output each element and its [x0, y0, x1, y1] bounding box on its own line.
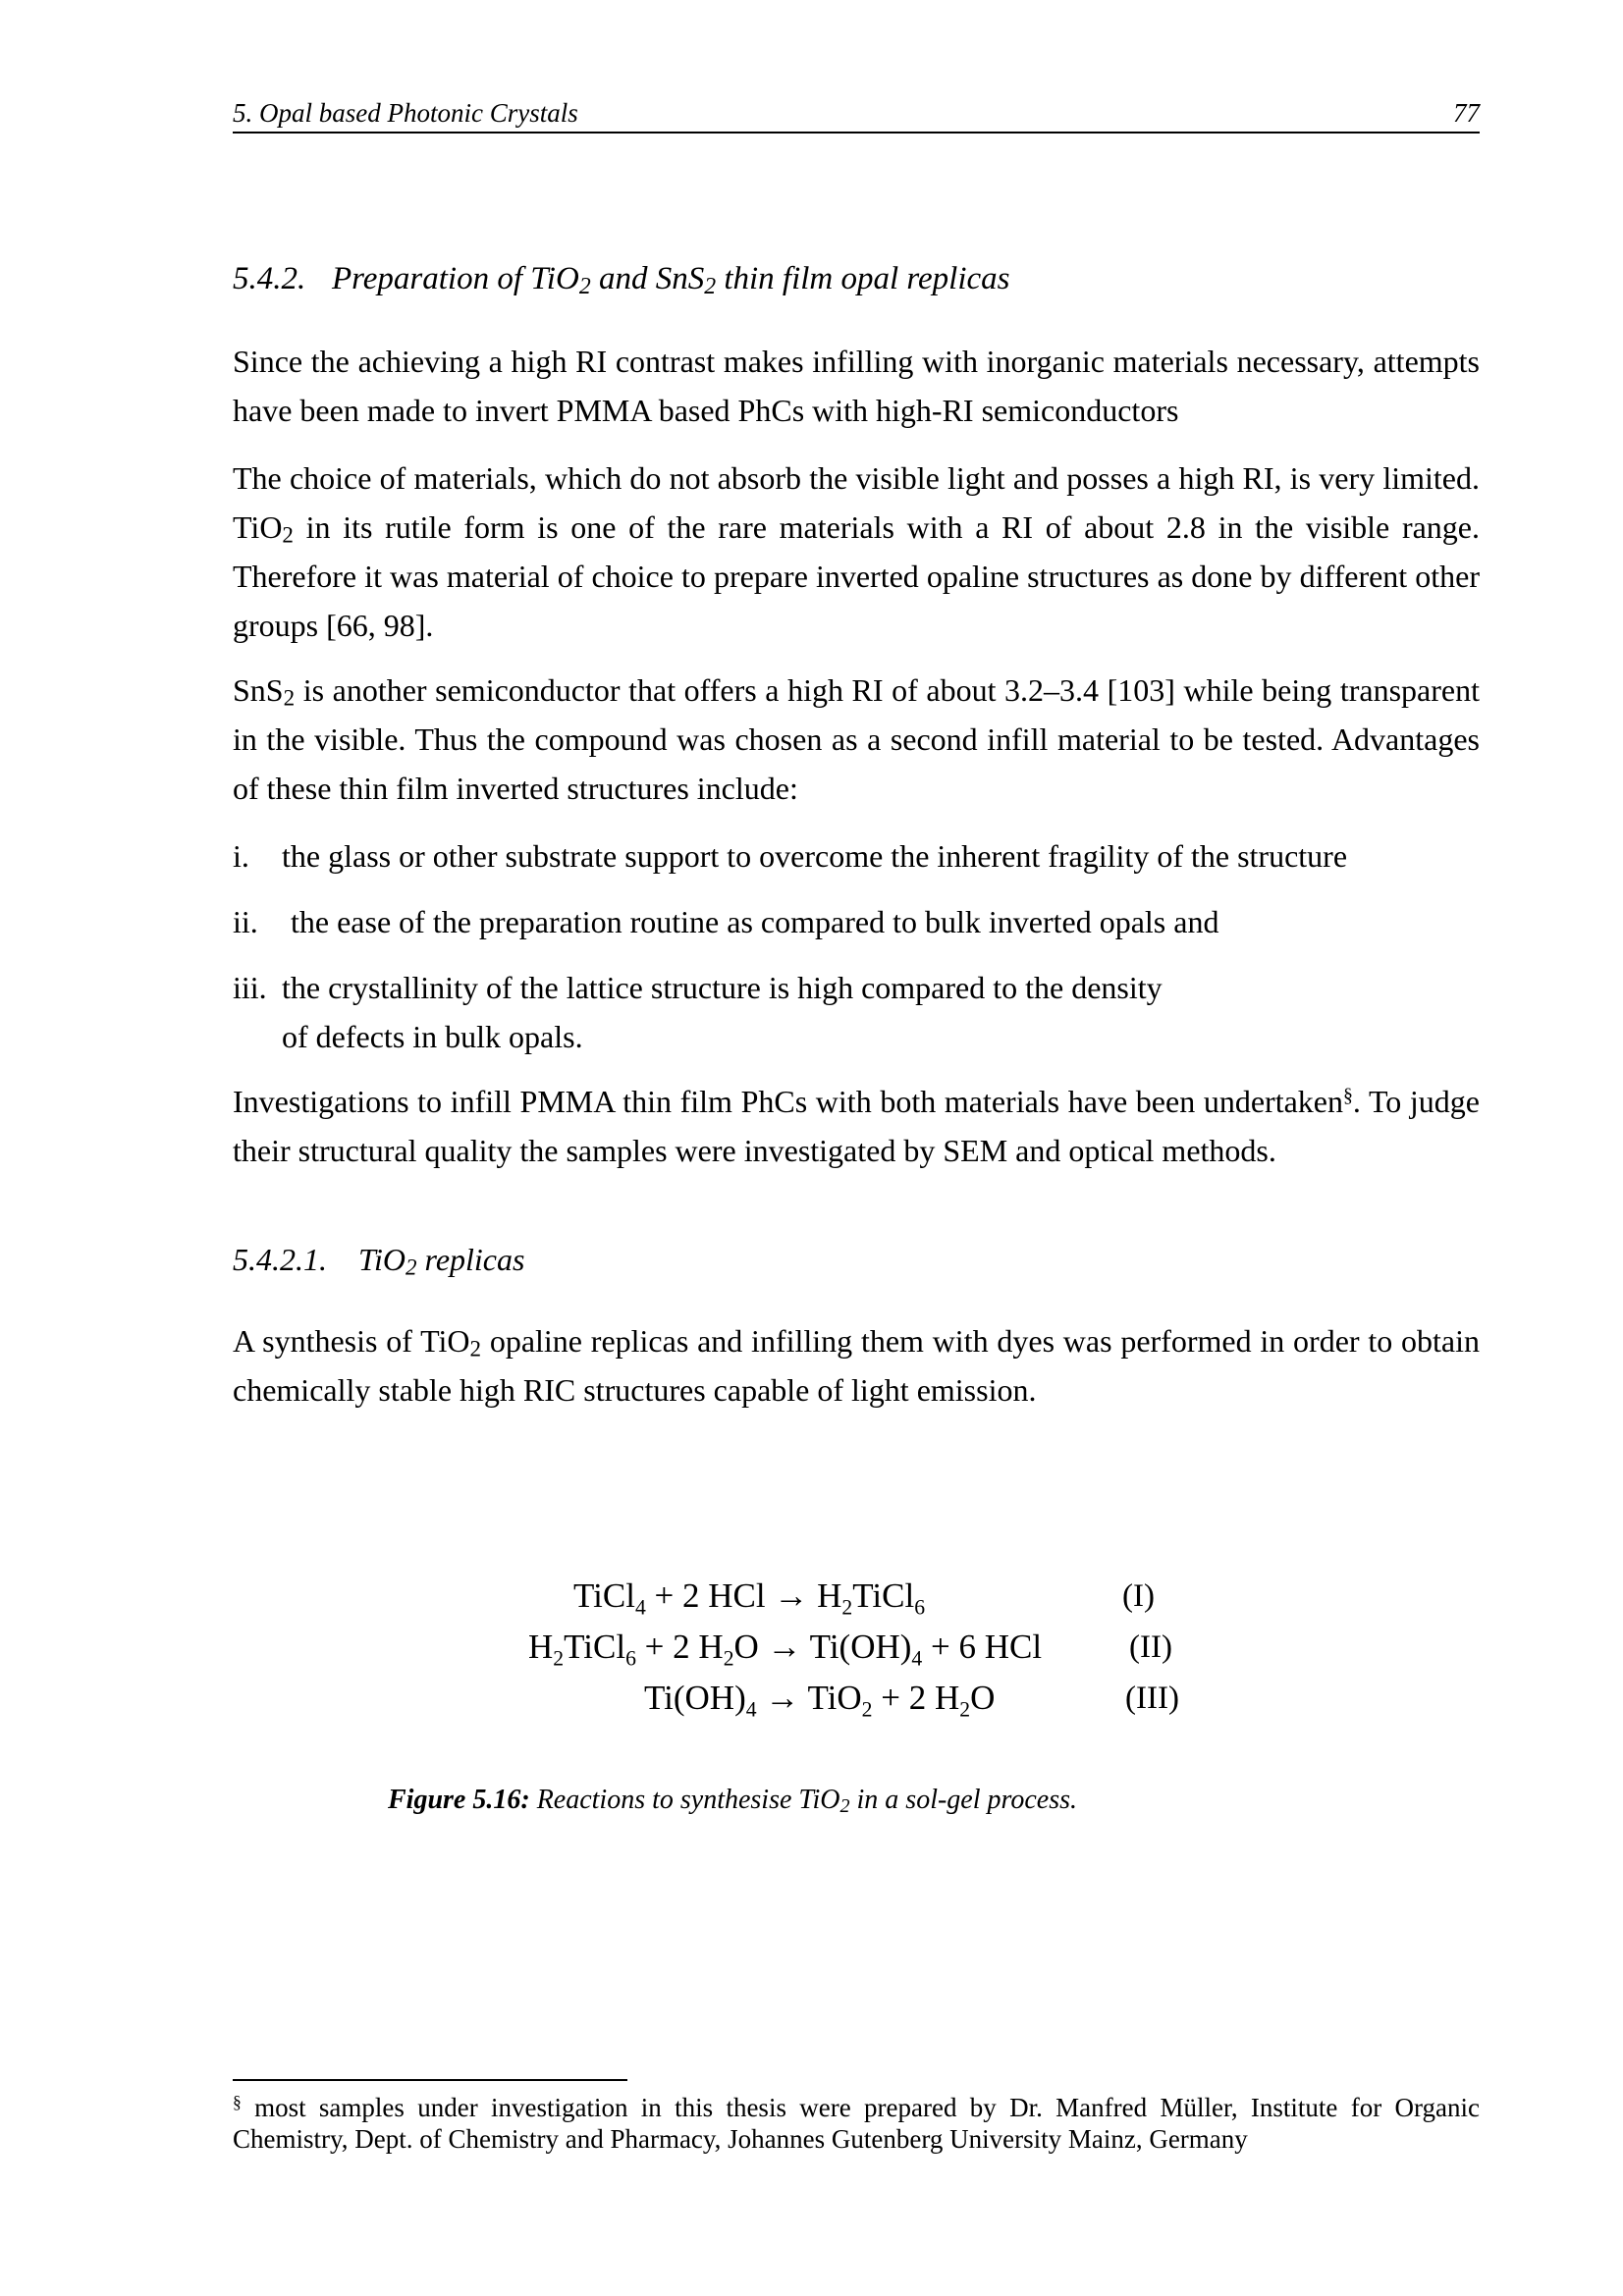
section-number: 5.4.2. [233, 261, 306, 296]
section-heading-5-4-2 [233, 259, 1480, 298]
section-title: Preparation of TiO$_2$ and SnS$_2$ thin film opal replicas [332, 261, 1010, 299]
footnote-ref: § [1343, 1085, 1353, 1107]
paragraph-4: Investigations to infill PMMA thin film PhCs with both materials have been undertaken§. To judge their structural quality the samples were investigated by SEM and optical methods. [233, 1084, 1481, 1168]
paragraph-3: SnS$_2$ is another semiconductor that offers a high RI of about 3.2–3.4 [103] while being transparent in the visible. Thus the compound was chosen as a second infill material to be tested. Advantages of these thin film inverted structures include: [233, 672, 1480, 806]
figure-label: Figure 5.16: [388, 1785, 530, 1815]
paragraph-1: Since the achieving a high RI contrast makes infilling with inorganic materials necessary, attempts have been made to invert PMMA based PhCs with high-RI semiconductors [233, 344, 1480, 428]
running-header [233, 94, 1480, 133]
equation-3: $Ti(OH)_4 \to TiO_2 + 2$ $H_2O$ [644, 1679, 996, 1722]
list-text: the ease of the preparation routine as compared to bulk inverted opals and [291, 904, 1219, 939]
equation-1: TiCl$_4$ + 2 HCl → $H_2TiCl_6$ [573, 1576, 926, 1620]
list-marker: iii. [233, 970, 267, 1005]
footnote-mark: § [233, 2092, 242, 2112]
equation-label: (I) [1122, 1578, 1155, 1614]
equation-2: $H_2TiCl_6 + 2$ $H_2O \to Ti(OH)_4 + 6$ HCl [528, 1628, 1043, 1671]
list-text: the glass or other substrate support to overcome the inherent fragility of the structure [282, 838, 1348, 874]
paragraph-5: A synthesis of TiO$_2$ opaline replicas and infilling them with dyes was performed in order to obtain chemically stable high RIC structures capable of light emission. [233, 1323, 1481, 1408]
running-title: 5. Opal based Photonic Crystals [233, 98, 578, 128]
section-number: 5.4.2.1. [233, 1242, 327, 1277]
section-title: TiO$_2$ replicas [358, 1242, 525, 1280]
list-marker: i. [233, 838, 249, 874]
figure-caption: Figure 5.16: Reactions to synthesise TiO$_2$ in a sol-gel process. [388, 1785, 1078, 1818]
equation-label: (II) [1129, 1629, 1172, 1665]
list-marker: ii. [233, 904, 258, 939]
footnote [233, 2092, 1480, 2155]
page-number: 77 [1453, 98, 1480, 128]
section-heading-5-4-2-1 [233, 1240, 1480, 1279]
footnote-rule [233, 2079, 627, 2081]
paragraph-2: The choice of materials, which do not absorb the visible light and posses a high RI, is very limited. TiO$_2$ in its rutile form is one of the rare materials with a RI of about 2.8 in the visible range. Therefore it was material of choice to prepare inverted opaline structures as done by different other groups [66, 98]. [233, 460, 1480, 643]
equation-label: (III) [1125, 1681, 1179, 1716]
list-text: the crystallinity of the lattice structure is high compared to the density of defects in bulk opals. [282, 970, 1163, 1054]
footnote-text: most samples under investigation in this thesis were prepared by Dr. Manfred Müller, Institute for Organic Chemistry, Dept. of Chemistry and Pharmacy, Johannes Gutenberg University Mainz, Germany [233, 2093, 1480, 2154]
